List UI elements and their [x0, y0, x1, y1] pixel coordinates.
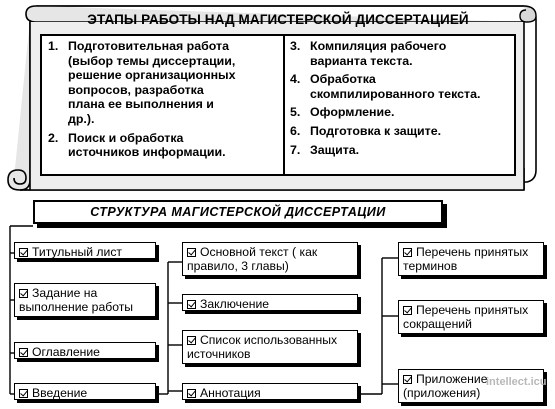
stage-7: 7. Защита. [290, 142, 360, 157]
checkbox-icon [403, 375, 412, 384]
stage-5: 5. Оформление. [290, 105, 395, 120]
stage-6: 6. Подготовка к защите. [290, 123, 442, 138]
stage-4: 4. Обработка скомпилированного текста. [290, 72, 481, 101]
node-main-text: Основной текст ( как правило, 3 главы) [182, 242, 358, 276]
scroll-title: ЭТАПЫ РАБОТЫ НАД МАГИСТЕРСКОЙ ДИССЕРТАЦИЕЙ [87, 12, 469, 27]
node-contents: Оглавление [14, 342, 156, 359]
node-introduction: Введение [14, 383, 156, 400]
watermark: intellect.icu [486, 376, 547, 388]
structure-title: СТРУКТУРА МАГИСТЕРСКОЙ ДИССЕРТАЦИИ [33, 200, 443, 224]
checkbox-icon [19, 289, 28, 298]
checkbox-icon [187, 300, 196, 309]
stages-panel [40, 34, 516, 176]
checkbox-icon [187, 336, 196, 345]
node-appendix: Приложение (приложения) [398, 369, 544, 403]
checkbox-icon [187, 248, 196, 257]
checkbox-icon [19, 348, 28, 357]
checkbox-icon [187, 389, 196, 398]
checkbox-icon [19, 248, 28, 257]
node-references: Список использованных источников [182, 330, 358, 364]
stages-right-column [290, 39, 516, 157]
checkbox-icon [19, 389, 28, 398]
stages-divider [283, 36, 285, 174]
node-terms: Перечень принятых терминов [398, 242, 544, 276]
stage-2: 2. Поиск и обработка источников информации. [48, 130, 226, 160]
node-abstract: Аннотация [182, 383, 358, 400]
checkbox-icon [403, 306, 412, 315]
node-abbreviations: Перечень принятых сокращений [398, 300, 544, 334]
node-assignment: Задание на выполнение работы [14, 283, 156, 317]
stage-1: 1. Подготовительная работа (выбор темы диссертации, решение организационных вопросов, разработка плана ее выполнения и др.). [48, 39, 236, 126]
checkbox-icon [403, 248, 412, 257]
node-title-page: Титульный лист [14, 242, 156, 259]
stages-left-column [48, 39, 280, 160]
stage-3: 3. Компиляция рабочего варианта текста. [290, 39, 447, 68]
node-conclusion: Заключение [182, 294, 358, 311]
